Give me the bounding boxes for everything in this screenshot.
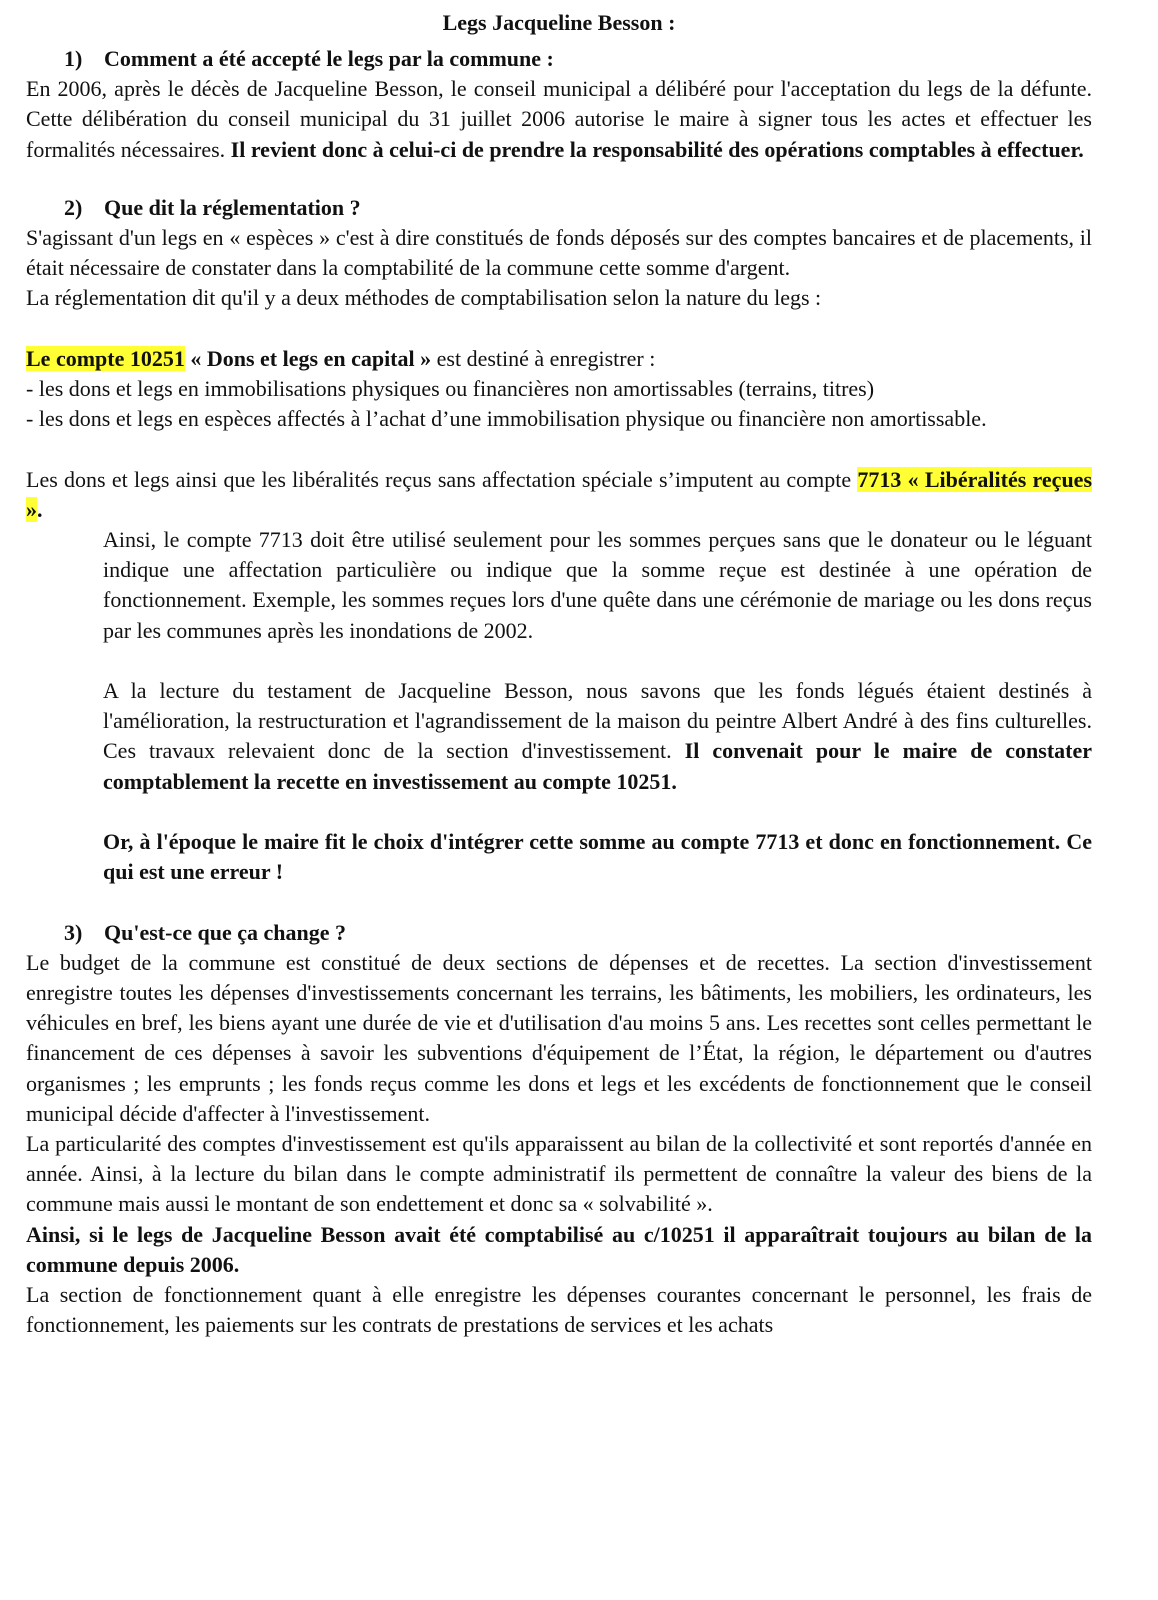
section-3-paragraph-2: La particularité des comptes d'investissement est qu'ils apparaissent au bilan de la collectivité et sont reportés d'année en année. Ainsi, à la lecture du bilan dans le compte administratif ils permettent de connaître la valeur des biens de la commune mais aussi le montant de son endettement et donc sa « solvabilité ».: [26, 1131, 1092, 1217]
section-1-bold-text: Il revient donc à celui-ci de prendre la responsabilité des opérations comptables à effectuer.: [230, 136, 1084, 162]
section-1-heading: [26, 44, 1092, 74]
indented-paragraph-2-bold: Il convenait pour le maire de constater comptablement la recette en investissement au compte 10251.: [103, 738, 1092, 794]
section-3-paragraph-3: [26, 1220, 1092, 1280]
section-3-paragraph-1: Le budget de la commune est constitué de deux sections de dépenses et de recettes. La section d'investissement enregistre toutes les dépenses d'investissements concernant les terrains, les bâtiments, les mobiliers, les ordinateurs, les véhicules en bref, les biens ayant une durée de vie et d'utilisation d'au moins 5 ans. Les recettes sont celles permettant le financement de ces dépenses à savoir les subventions d'équipement de l’État, la région, le département ou d'autres organismes ; les emprunts ; les fonds reçus comme les dons et legs et les excédents de fonctionnement que le conseil municipal décide d'affecter à l'investissement.: [26, 949, 1092, 1126]
document-page: [26, 8, 1092, 1340]
indented-paragraph-3: [26, 827, 1092, 887]
section-1-heading-text: Comment a été accepté le legs par la commune :: [104, 46, 554, 71]
section-1-number: 1): [64, 46, 83, 71]
section-2-number: 2): [64, 194, 83, 220]
section-1-paragraph: [26, 74, 1092, 165]
compte-7713-end: .: [37, 496, 43, 522]
bullet-item-1: - les dons et legs en immobilisations physiques ou financières non amortissables (terrains, titres): [26, 376, 875, 402]
section-2-heading-text: Que dit la réglementation ?: [104, 194, 361, 220]
bullet-item-2: - les dons et legs en espèces affectés à l’achat d’une immobilisation physique ou financière non amortissable.: [26, 406, 987, 432]
indented-paragraph-2-text: A la lecture du testament de Jacqueline Besson, nous savons que les fonds légués étaient destinés à l'amélioration, la restructuration et l'agrandissement de la maison du peintre Albert André à des fins culturelles. Ces travaux relevaient donc de la section d'investissement.: [103, 678, 1092, 764]
section-3-bold-text: Ainsi, si le legs de Jacqueline Besson avait été comptabilisé au c/10251 il apparaîtrait toujours au bilan de la commune depuis 2006.: [26, 1221, 1092, 1277]
compte-10251-rest: est destiné à enregistrer :: [431, 345, 656, 371]
section-2-paragraph-2: La réglementation dit qu'il y a deux méthodes de comptabilisation selon la nature du legs :: [26, 285, 822, 311]
section-3-number: 3): [64, 919, 83, 945]
compte-10251-highlight: Le compte 10251: [26, 345, 185, 371]
section-3-heading: [26, 918, 1092, 948]
section-3-paragraph-4: La section de fonctionnement quant à elle enregistre les dépenses courantes concernant le personnel, les frais de fonctionnement, les paiements sur les contrats de prestations de services et les achats: [26, 1282, 1092, 1338]
indented-paragraph-3-bold: Or, à l'époque le maire fit le choix d'intégrer cette somme au compte 7713 et donc en fonctionnement. Ce qui est une erreur !: [103, 829, 1092, 885]
compte-7713-text: Les dons et legs ainsi que les libéralités reçus sans affectation spéciale s’imputent au compte: [26, 466, 858, 492]
indented-paragraph-2: [26, 676, 1092, 797]
section-2-heading: [26, 193, 1092, 223]
section-3-heading-text: Qu'est-ce que ça change ?: [104, 919, 346, 945]
section-2-paragraph-1: S'agissant d'un legs en « espèces » c'est à dire constitués de fonds déposés sur des comptes bancaires et de placements, il était nécessaire de constater dans la comptabilité de la commune cette somme d'argent.: [26, 225, 1092, 281]
compte-7713-paragraph: [26, 465, 1092, 525]
compte-10251-line: [26, 344, 1092, 374]
indented-paragraph-1: Ainsi, le compte 7713 doit être utilisé seulement pour les sommes perçues sans que le donateur ou le léguant indique une affectation particulière ou indique que la somme reçue est destinée à une opération de fonctionnement. Exemple, les sommes reçues lors d'une quête dans une cérémonie de mariage ou les dons reçus par les communes après les inondations de 2002.: [103, 527, 1092, 643]
section-1-text: En 2006, après le décès de Jacqueline Besson, le conseil municipal a délibéré pour l'acceptation du legs de la défunte. Cette délibération du conseil municipal du 31 juillet 2006 autorise le maire à signer tous les actes et effectuer les formalités nécessaires.: [26, 76, 1092, 162]
document-title: Legs Jacqueline Besson :: [442, 10, 676, 35]
compte-7713-highlight: 7713 « Libéralités reçues »: [26, 466, 1093, 522]
compte-10251-name: « Dons et legs en capital »: [184, 345, 432, 371]
